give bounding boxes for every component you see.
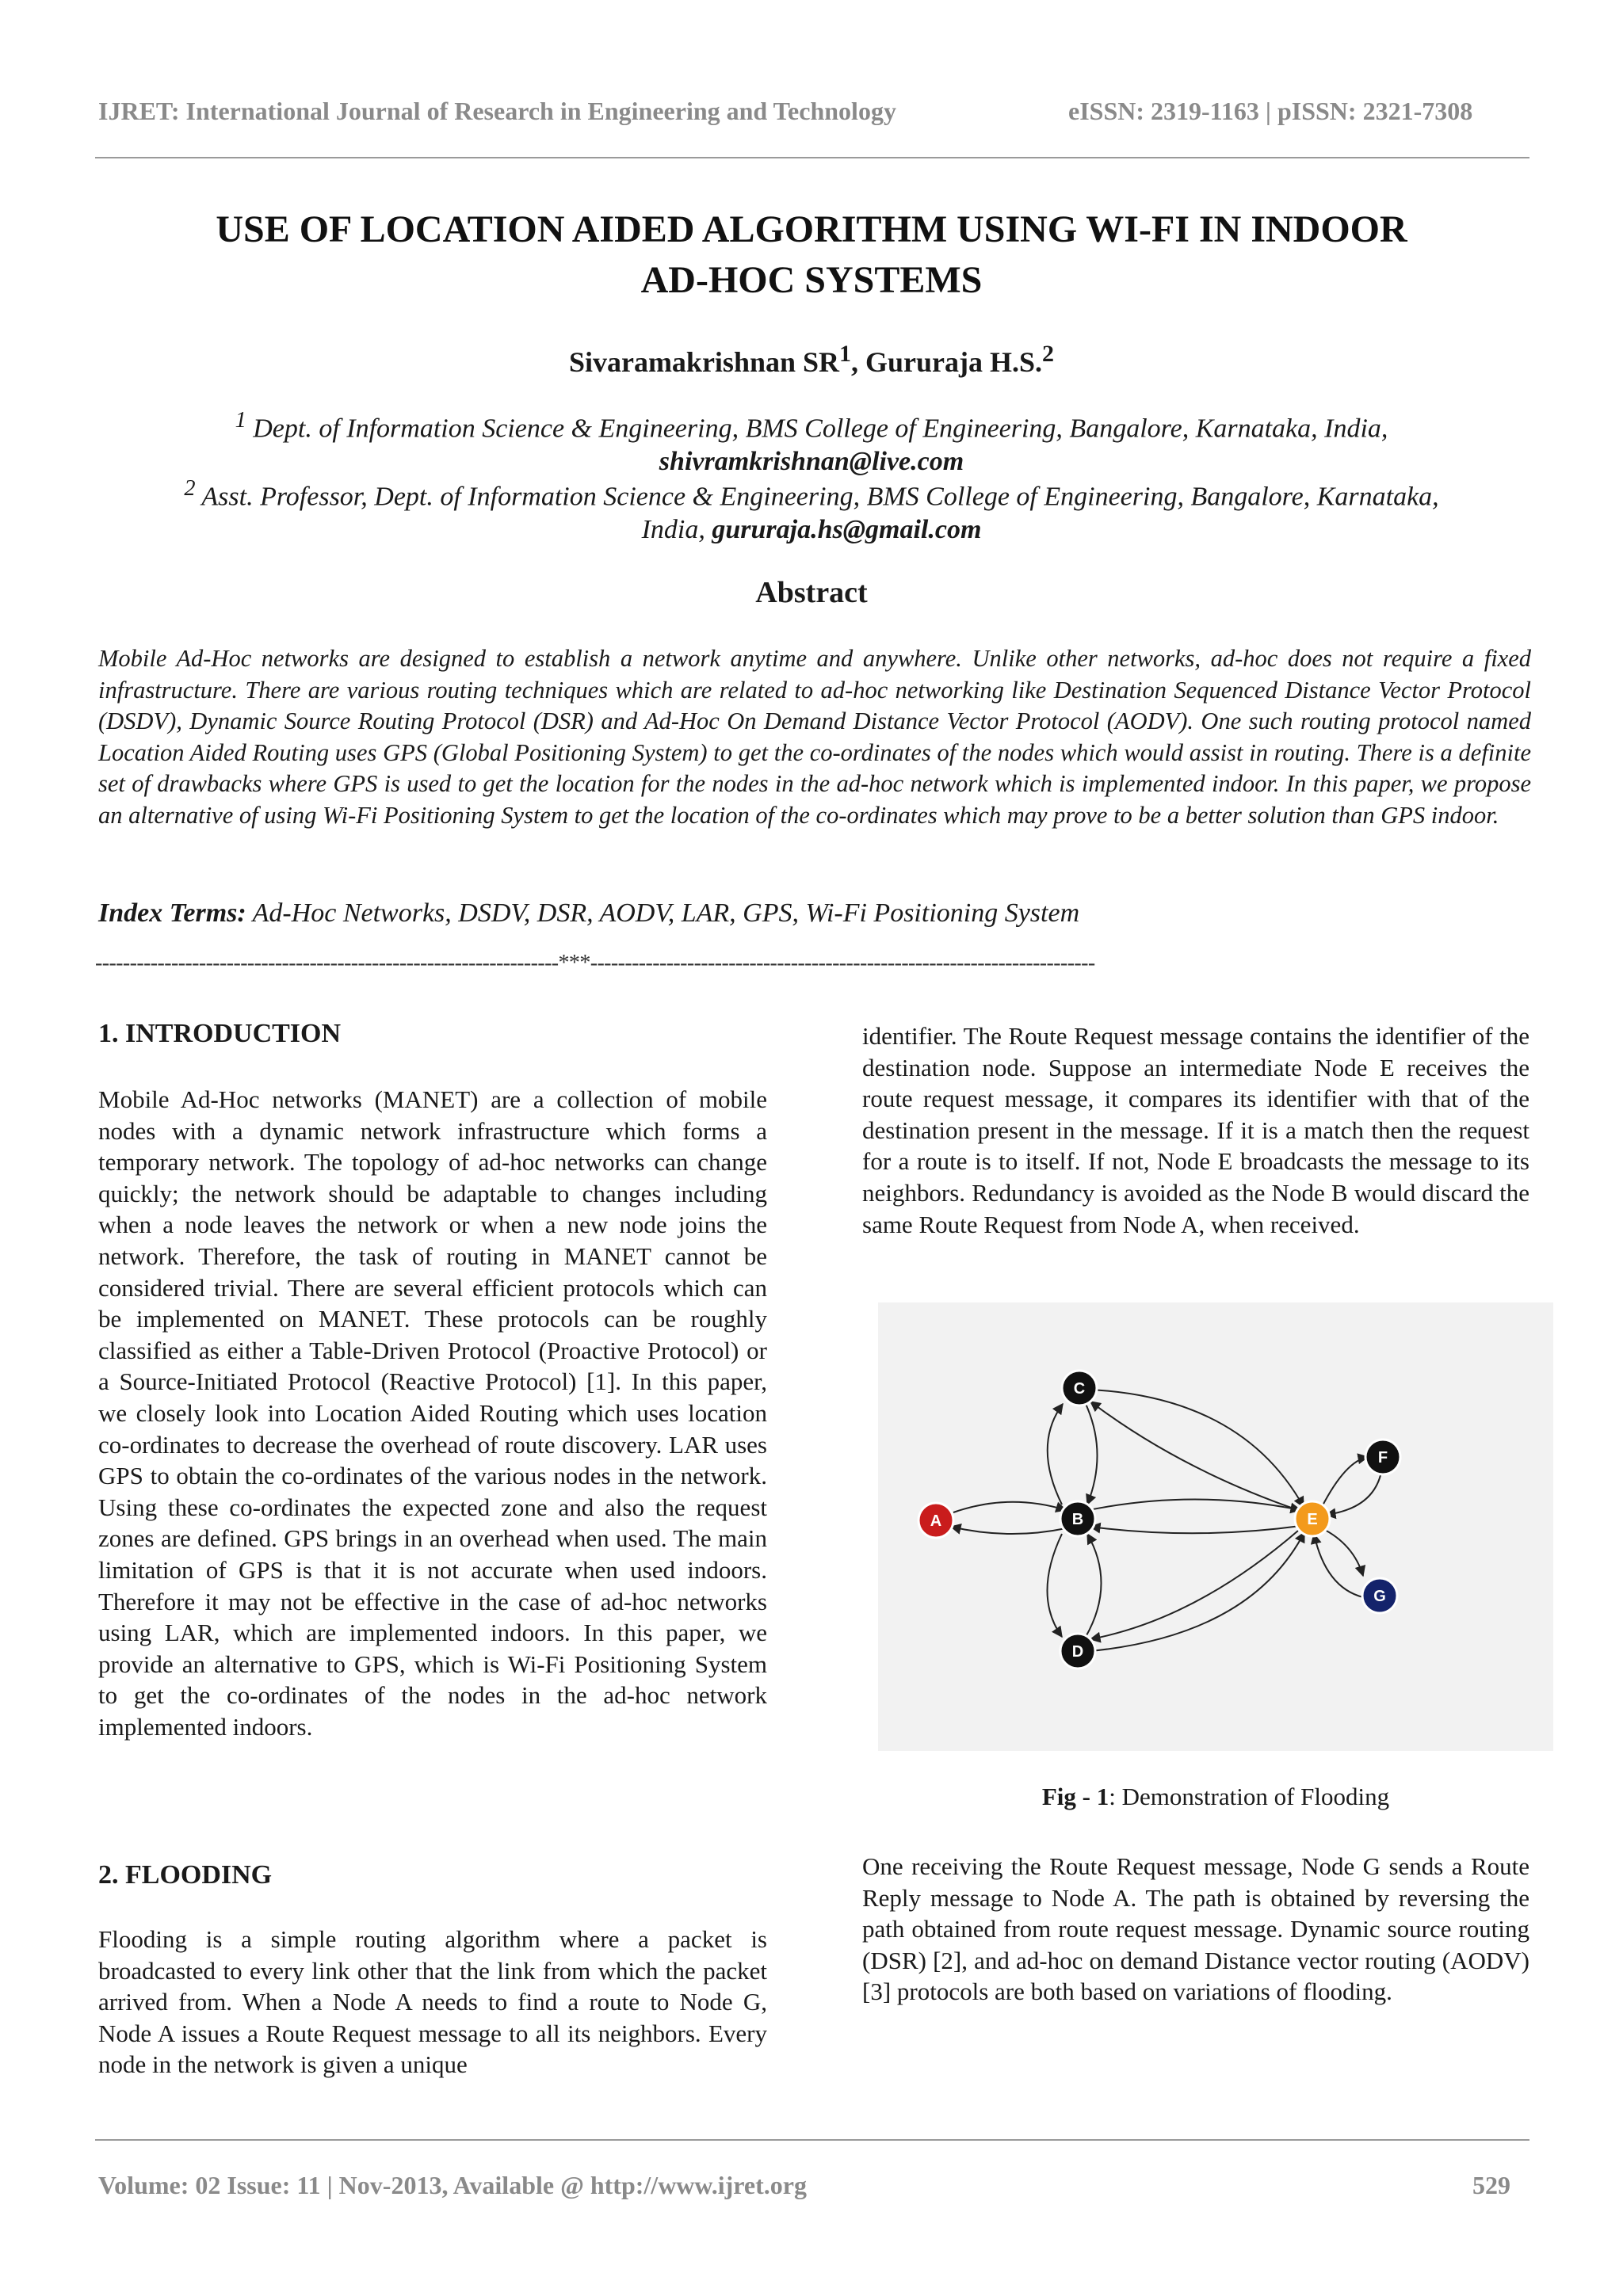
title-line-2: AD-HOC SYSTEMS [640, 259, 983, 301]
right-paragraph-2: One receiving the Route Request message, Node G sends a Route Reply message to Node A. The path is obtained by reversing the path obtained from route request message. Dynamic source routing (DSR) [2], and ad-hoc on demand Distance vector routing (AODV) [3] protocols are both based on variations of flooding. [862, 1852, 1529, 2006]
node-g-label: G [1373, 1588, 1386, 1605]
intro-heading: 1. INTRODUCTION [98, 1019, 342, 1048]
node-a-label: A [930, 1512, 942, 1530]
flooding-text [98, 1924, 767, 2081]
affiliation-1 [95, 404, 1528, 479]
right-paragraph-1: identifier. The Route Request message contains the identifier of the destination node. Suppose an intermediate Node E receives the route request message, it compares its identifier with that of the destination present in the message. If it is a match then the request for a route is to itself. If not, Node E broadcasts the message to its neighbors. Redundancy is avoided as the Node B would discard the same Route Request from Node A, when received. [862, 1022, 1529, 1238]
paper-title [95, 204, 1528, 306]
edge-c-b [1086, 1404, 1098, 1505]
edge-g-e [1314, 1534, 1363, 1597]
edge-f-e [1326, 1472, 1381, 1515]
node-d-label: D [1071, 1643, 1084, 1661]
author-sep: , [851, 346, 866, 378]
affiliation-2 [95, 472, 1528, 547]
authors [95, 341, 1528, 379]
affiliation-2-text2: India, [641, 515, 712, 545]
edge-c-e [1090, 1390, 1304, 1507]
affiliation-2-sup: 2 [184, 476, 196, 501]
author-1-sup: 1 [839, 341, 852, 367]
figure-caption-text: : Demonstration of Flooding [1109, 1783, 1390, 1810]
node-b-label: B [1071, 1511, 1084, 1528]
flooding-diagram [878, 1302, 1553, 1751]
author-2: Gururaja H.S. [865, 346, 1043, 378]
flooding-figure [878, 1302, 1553, 1751]
affiliation-2-email: gururaja.hs@gmail.com [712, 515, 982, 545]
issn-header: eISSN: 2319-1163 | pISSN: 2321-7308 [1068, 97, 1473, 125]
figure-caption [878, 1783, 1553, 1811]
affiliation-2-text: Asst. Professor, Dept. of Information Science & Engineering, BMS College of Engineering, Bangalore, Karnataka, [195, 482, 1439, 512]
header-rule [95, 157, 1529, 158]
abstract-text: Mobile Ad-Hoc networks are designed to establish a network anytime and anywhere. Unlike other networks, ad-hoc does not require a fixed infrastructure. There are various routing techniques which are related to ad-hoc networking like Destination Sequenced Distance Vector Protocol (DSDV), Dynamic Source Routing Protocol (DSR) and Ad-Hoc On Demand Distance Vector Protocol (AODV). One such routing protocol named Location Aided Routing uses GPS (Global Positioning System) to get the co-ordinates of the nodes which would assist in routing. There is a definite set of drawbacks where GPS is used to get the location for the nodes in the ad-hoc network which is implemented indoor. In this paper, we propose an alternative of using Wi-Fi Positioning System to get the location of the co-ordinates which may prove to be a better solution than GPS indoor. [98, 645, 1531, 829]
edge-d-b [1086, 1534, 1102, 1637]
affiliation-1-email: shivramkrishnan@live.com [659, 447, 964, 477]
figure-caption-label: Fig - 1 [1041, 1783, 1109, 1810]
edge-e-c [1090, 1402, 1298, 1510]
section-separator: -------------------------------------------------------------------***------------------------------------------------------------------------- [95, 951, 1095, 975]
edge-e-g [1322, 1528, 1363, 1576]
edge-e-d [1090, 1531, 1298, 1639]
index-terms [98, 898, 1531, 929]
edge-b-d [1048, 1534, 1063, 1637]
edge-b-c [1048, 1404, 1063, 1505]
index-terms-label: Index Terms: [98, 898, 246, 928]
title-line-1: USE OF LOCATION AIDED ALGORITHM USING WI-FI IN INDOOR [216, 208, 1407, 250]
footer-volume: Volume: 02 Issue: 11 | Nov-2013, Available @ http://www.ijret.org [98, 2171, 807, 2199]
edge-d-e [1090, 1532, 1304, 1651]
edge-a-b [953, 1502, 1066, 1512]
footer-rule [95, 2139, 1529, 2141]
node-e-label: E [1307, 1511, 1318, 1528]
intro-text [98, 1084, 767, 1742]
node-f-label: F [1377, 1449, 1388, 1466]
edge-b-a [951, 1527, 1066, 1534]
right-column-text-1 [862, 1020, 1529, 1240]
affiliation-1-text: Dept. of Information Science & Engineering, BMS College of Engineering, Bangalore, Karnataka, India, [246, 414, 1388, 444]
edge-b-e [1089, 1500, 1300, 1511]
affiliation-1-sup: 1 [235, 408, 246, 433]
edge-e-b [1090, 1526, 1300, 1533]
page-number: 529 [1472, 2171, 1510, 2199]
author-1: Sivaramakrishnan SR [568, 346, 840, 378]
index-terms-text: Ad-Hoc Networks, DSDV, DSR, AODV, LAR, GPS, Wi-Fi Positioning System [246, 898, 1080, 928]
flooding-paragraph: Flooding is a simple routing algorithm where a packet is broadcasted to every link other that the link from which the packet arrived from. When a Node A needs to find a route to Node G, Node A issues a Route Request message to all its neighbors. Every node in the network is given a unique [98, 1925, 767, 2079]
right-column-text-2 [862, 1851, 1529, 2008]
edge-e-f [1322, 1457, 1368, 1507]
node-c-label: C [1073, 1380, 1086, 1398]
flooding-heading: 2. FLOODING [98, 1860, 273, 1890]
intro-paragraph: Mobile Ad-Hoc networks (MANET) are a collection of mobile nodes with a dynamic network infrastructure which forms a temporary network. The topology of ad-hoc networks can change quickly; the network should be adaptable to changes including when a node leaves the network or when a new node joins the network. Therefore, the task of routing in MANET cannot be considered trivial. There are several efficient protocols which can be implemented on MANET. These protocols can be roughly classified as either a Table-Driven Protocol (Proactive Protocol) or a Source-Initiated Protocol (Reactive Protocol) [1]. In this paper, we closely look into Location Aided Routing which uses location co-ordinates to decrease the overhead of route discovery. LAR uses GPS to obtain the co-ordinates of the various nodes in the network. Using these co-ordinates the expected zone and also the request zones are defined. GPS brings in an overhead when used. The main limitation of GPS is that it is not accurate when used indoors. Therefore it may not be effective in the case of ad-hoc networks using LAR, which are implemented indoors. In this paper, we provide an alternative to GPS, which is Wi-Fi Positioning System to get the co-ordinates of the nodes in the ad-hoc network implemented indoors. [98, 1085, 767, 1741]
abstract-title: Abstract [755, 576, 868, 609]
author-2-sup: 2 [1042, 341, 1055, 367]
journal-header: IJRET: International Journal of Research in Engineering and Technology [98, 97, 896, 125]
